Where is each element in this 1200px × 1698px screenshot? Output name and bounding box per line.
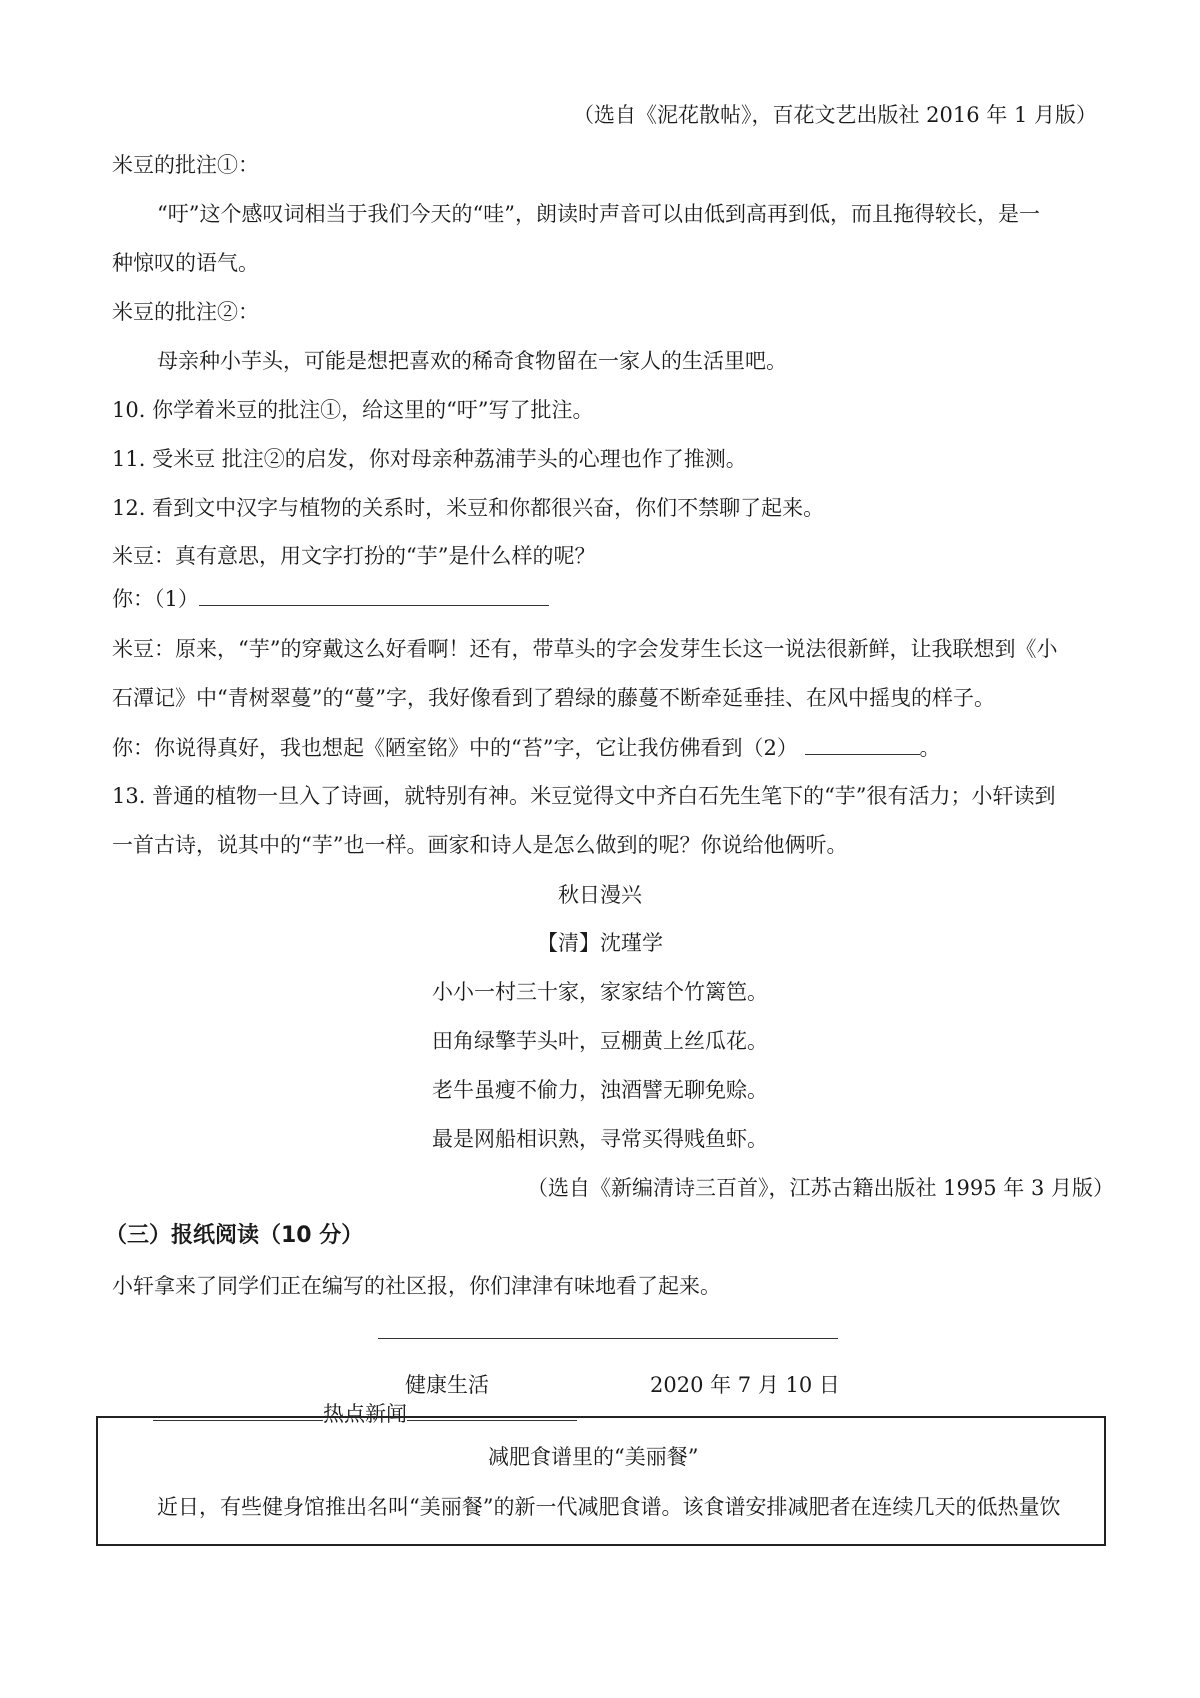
answer-blank-2[interactable] bbox=[805, 732, 920, 755]
question-13-line1: 13. 普通的植物一旦入了诗画，就特别有神。米豆觉得文中齐白石先生笔下的“芋”很有活力；小轩读到 bbox=[112, 784, 1056, 808]
poem-line: 最是网船相识熟，寻常买得贱鱼虾。 bbox=[432, 1127, 768, 1151]
newspaper-name: 健康生活 bbox=[405, 1373, 489, 1397]
section-3-intro: 小轩拿来了同学们正在编写的社区报，你们津津有味地看了起来。 bbox=[112, 1274, 721, 1298]
poem-title: 秋日漫兴 bbox=[558, 883, 642, 907]
annotation-1-label: 米豆的批注①： bbox=[112, 153, 259, 177]
newspaper-date: 2020 年 7 月 10 日 bbox=[650, 1373, 840, 1397]
question-10: 10. 你学着米豆的批注①，给这里的“吁”写了批注。 bbox=[112, 398, 594, 422]
poem-line: 小小一村三十家，家家结个竹篱笆。 bbox=[432, 980, 768, 1004]
poem-line: 老牛虽瘦不偷力，浊酒譬无聊免赊。 bbox=[432, 1078, 768, 1102]
dialogue-you-2 bbox=[112, 732, 941, 763]
question-13-line2: 一首古诗，说其中的“芋”也一样。画家和诗人是怎么做到的呢？你说给他俩听。 bbox=[112, 833, 848, 857]
section-3-heading: （三）报纸阅读（10 分） bbox=[105, 1223, 364, 1248]
article-text: 近日，有些健身馆推出名叫“美丽餐”的新一代减肥食谱。该食谱安排减肥者在连续几天的低热量饮 bbox=[157, 1495, 1061, 1519]
annotation-2-label: 米豆的批注②： bbox=[112, 300, 259, 324]
question-12: 12. 看到文中汉字与植物的关系时，米豆和你都很兴奋，你们不禁聊了起来。 bbox=[112, 496, 825, 520]
answer-blank-1[interactable] bbox=[199, 583, 549, 606]
source-citation-2: （选自《新编清诗三百首》，江苏古籍出版社 1995 年 3 月版） bbox=[527, 1176, 1115, 1200]
newspaper-top-rule bbox=[378, 1338, 838, 1339]
column-title: 热点新闻 bbox=[323, 1402, 407, 1426]
dialogue-you-2-end: 。 bbox=[919, 736, 941, 760]
article-box bbox=[96, 1416, 1106, 1546]
dialogue-you-2-text: 你：你说得真好，我也想起《陋室铭》中的“苔”字，它让我仿佛看到（2） bbox=[112, 736, 798, 760]
article-title: 减肥食谱里的“美丽餐” bbox=[488, 1445, 699, 1469]
poem-author: 【清】沈瑾学 bbox=[537, 931, 663, 955]
question-11: 11. 受米豆 批注②的启发，你对母亲种荔浦芋头的心理也作了推测。 bbox=[112, 447, 747, 471]
dialogue-midou-2-line1: 米豆：原来，“芋”的穿戴这么好看啊！还有，带草头的字会发芽生长这一说法很新鲜，让我联想到《小 bbox=[112, 637, 1058, 661]
annotation-1-text-line2: 种惊叹的语气。 bbox=[112, 251, 259, 275]
dialogue-you-1 bbox=[112, 583, 549, 614]
dialogue-you-1-label: 你：（1） bbox=[112, 587, 199, 611]
dialogue-midou-1: 米豆：真有意思，用文字打扮的“芋”是什么样的呢？ bbox=[112, 544, 596, 568]
poem-line: 田角绿擎芋头叶，豆棚黄上丝瓜花。 bbox=[432, 1029, 768, 1053]
dialogue-midou-2-line2: 石潭记》中“青树翠蔓”的“蔓”字，我好像看到了碧绿的藤蔓不断牵延垂挂、在风中摇曳的样子。 bbox=[112, 686, 995, 710]
source-citation-1: （选自《泥花散帖》，百花文艺出版社 2016 年 1 月版） bbox=[573, 103, 1098, 127]
annotation-2-text: 母亲种小芋头，可能是想把喜欢的稀奇食物留在一家人的生活里吧。 bbox=[157, 349, 787, 373]
annotation-1-text-line1: “吁”这个感叹词相当于我们今天的“哇”，朗读时声音可以由低到高再到低，而且拖得较长，是一 bbox=[157, 202, 1040, 226]
